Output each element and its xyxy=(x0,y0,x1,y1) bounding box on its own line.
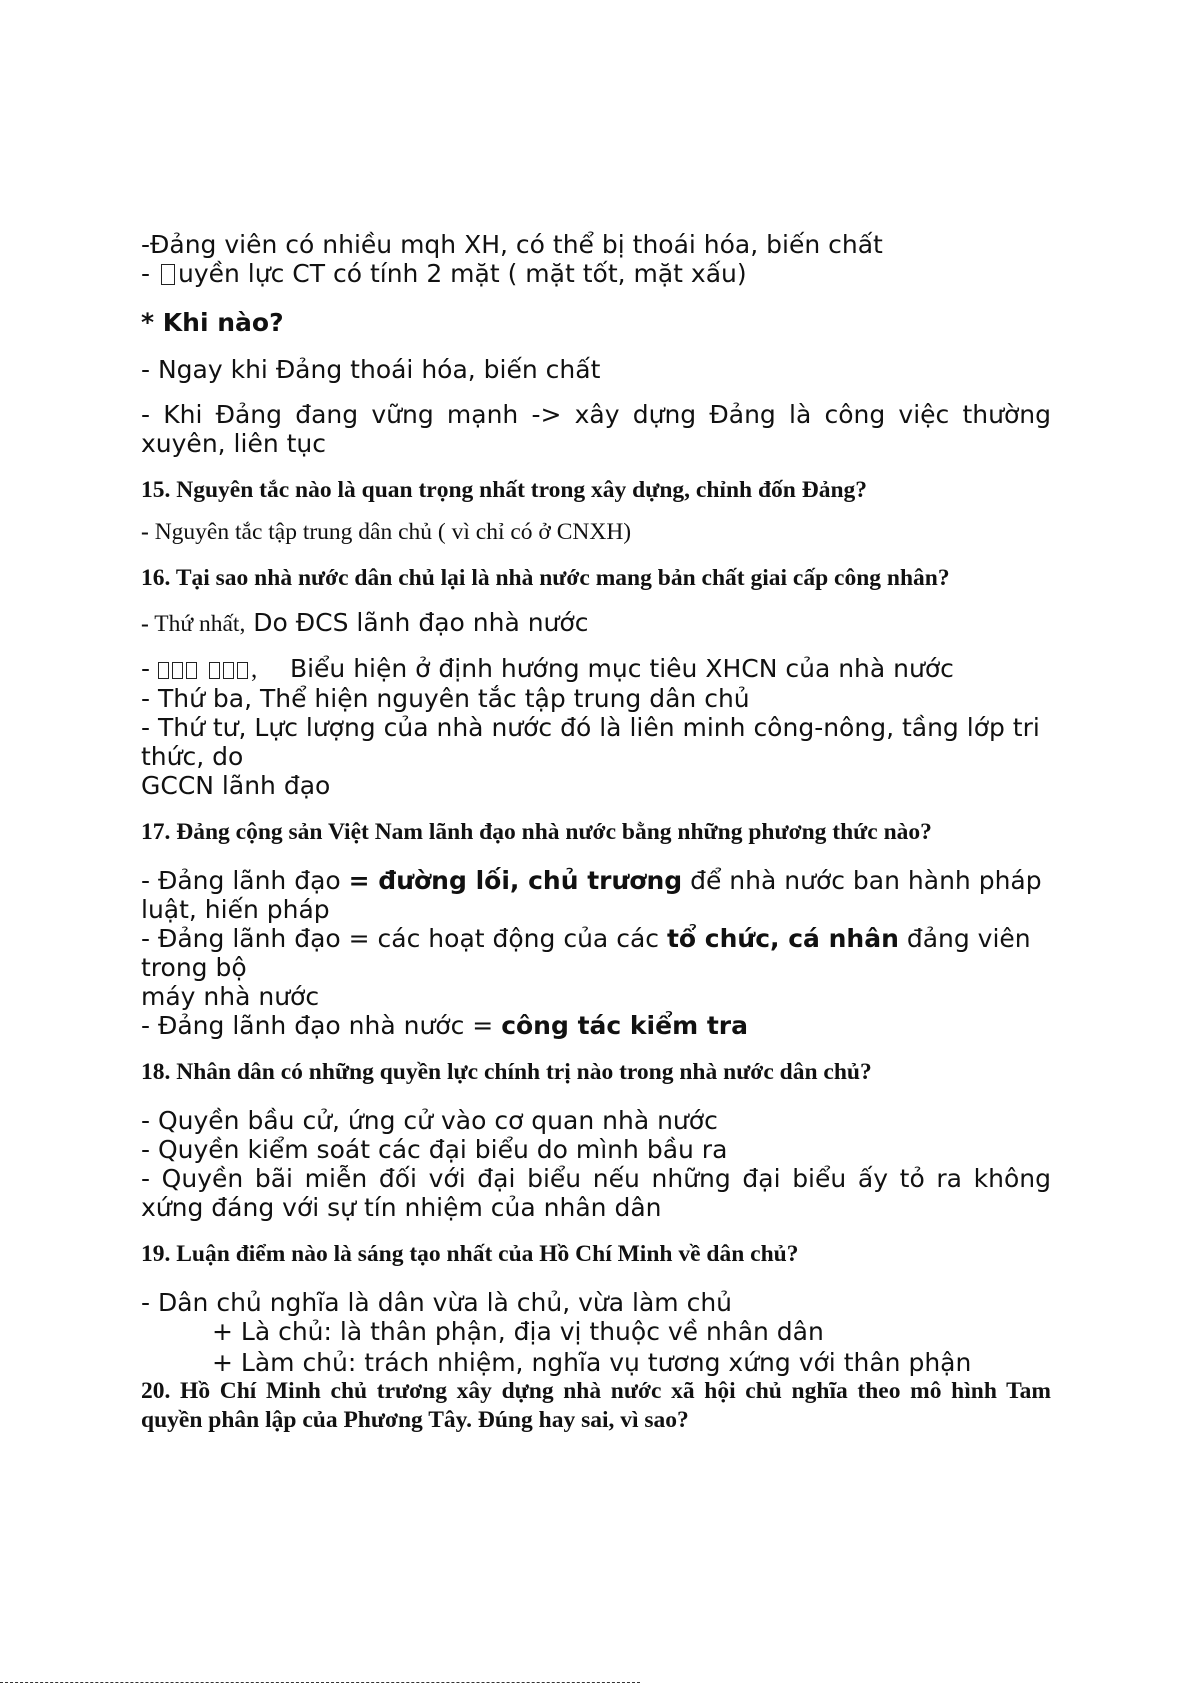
answer-text: để nhà nước ban hành pháp luật, hiến pháp xyxy=(141,866,1042,924)
answer-text: Biểu hiện ở định hướng mục tiêu XHCN của nhà nước xyxy=(289,654,954,683)
question-18-answer-2: - Quyền kiểm soát các đại biểu do mình bầu ra xyxy=(141,1135,728,1164)
question-15-title: 15. Nguyên tắc nào là quan trọng nhất trong xây dựng, chỉnh đốn Đảng? xyxy=(141,477,868,503)
question-16-title: 16. Tại sao nhà nước dân chủ lại là nhà nước mang bản chất giai cấp công nhân? xyxy=(141,565,950,591)
when-item-2: - Khi Đảng đang vững mạnh -> xây dựng Đảng là công việc thường xuyên, liên tục xyxy=(141,400,1051,458)
question-16-answer-2 xyxy=(141,654,1051,684)
answer-text: đảng viên trong bộ xyxy=(141,924,1031,982)
missing-glyphs-icon: , xyxy=(158,654,282,684)
question-16-answer-1 xyxy=(141,608,1051,639)
answer-text: Nguyên tắc tập trung dân chủ ( vì chỉ có ở CNXH) xyxy=(148,519,632,545)
question-18-answer-1: - Quyền bầu cử, ứng cử vào cơ quan nhà nước xyxy=(141,1106,718,1135)
answer-bold: tổ chức, cá nhân xyxy=(666,924,899,953)
document-page xyxy=(141,230,1051,1435)
question-19-title: 19. Luận điểm nào là sáng tạo nhất của Hồ Chí Minh về dân chủ? xyxy=(141,1241,799,1267)
answer-text: - Đảng lãnh đạo nhà nước = xyxy=(141,1011,502,1040)
question-18-answer-3: - Quyền bãi miễn đối với đại biểu nếu những đại biểu ấy tỏ ra không xứng đáng với sự tín nhiệm của nhân dân xyxy=(141,1164,1051,1222)
ordinal-first: Thứ nhất, xyxy=(148,611,246,637)
question-19-answer-1: - Dân chủ nghĩa là dân vừa là chủ, vừa làm chủ xyxy=(141,1288,733,1317)
question-16-answer-3: - Thứ ba, Thể hiện nguyên tắc tập trung dân chủ xyxy=(141,684,750,713)
heading-when: * Khi nào? xyxy=(141,308,284,337)
missing-glyph-icon xyxy=(161,264,175,285)
question-18-title: 18. Nhân dân có những quyền lực chính trị nào trong nhà nước dân chủ? xyxy=(141,1059,872,1085)
answer-text: Do ĐCS lãnh đạo nhà nước xyxy=(245,608,589,637)
question-15-answer xyxy=(141,518,1051,546)
when-item-1: - Ngay khi Đảng thoái hóa, biến chất xyxy=(141,355,601,384)
question-19-answer-2: + Là chủ: là thân phận, địa vị thuộc về nhân dân xyxy=(212,1317,824,1346)
line-party-member: -Đảng viên có nhiều mqh XH, có thể bị thoái hóa, biến chất xyxy=(141,230,883,259)
answer-bold: công tác kiểm tra xyxy=(501,1011,748,1040)
answer-text: - Đảng lãnh đạo xyxy=(141,866,349,895)
question-16-answer-4-cont: GCCN lãnh đạo xyxy=(141,771,331,800)
question-17-answer-3 xyxy=(141,1011,1051,1040)
line-political-power xyxy=(141,259,1051,288)
question-17-answer-2-cont: máy nhà nước xyxy=(141,982,320,1011)
dash: - xyxy=(141,519,149,545)
dash: - xyxy=(141,611,149,637)
dash: - xyxy=(141,654,151,683)
question-16-answer-4: - Thứ tư, Lực lượng của nhà nước đó là liên minh công-nông, tầng lớp tri thức, do xyxy=(141,713,1040,771)
answer-text: - Đảng lãnh đạo = các hoạt động của các xyxy=(141,924,667,953)
dash: - xyxy=(141,259,151,288)
question-17-title: 17. Đảng cộng sản Việt Nam lãnh đạo nhà nước bằng những phương thức nào? xyxy=(141,819,932,845)
question-17-answer-2 xyxy=(141,924,1051,982)
question-20-title: 20. Hồ Chí Minh chủ trương xây dựng nhà nước xã hội chủ nghĩa theo mô hình Tam quyền phân lập của Phương Tây. Đúng hay sai, vì sao? xyxy=(141,1378,1051,1433)
line-text: uyền lực CT có tính 2 mặt ( mặt tốt, mặt xấu) xyxy=(177,259,747,288)
question-17-answer-1 xyxy=(141,866,1051,924)
answer-bold: = đường lối, chủ trương xyxy=(348,866,683,895)
footer-divider xyxy=(0,1682,640,1683)
question-19-answer-3: + Làm chủ: trách nhiệm, nghĩa vụ tương xứng với thân phận xyxy=(212,1348,972,1377)
